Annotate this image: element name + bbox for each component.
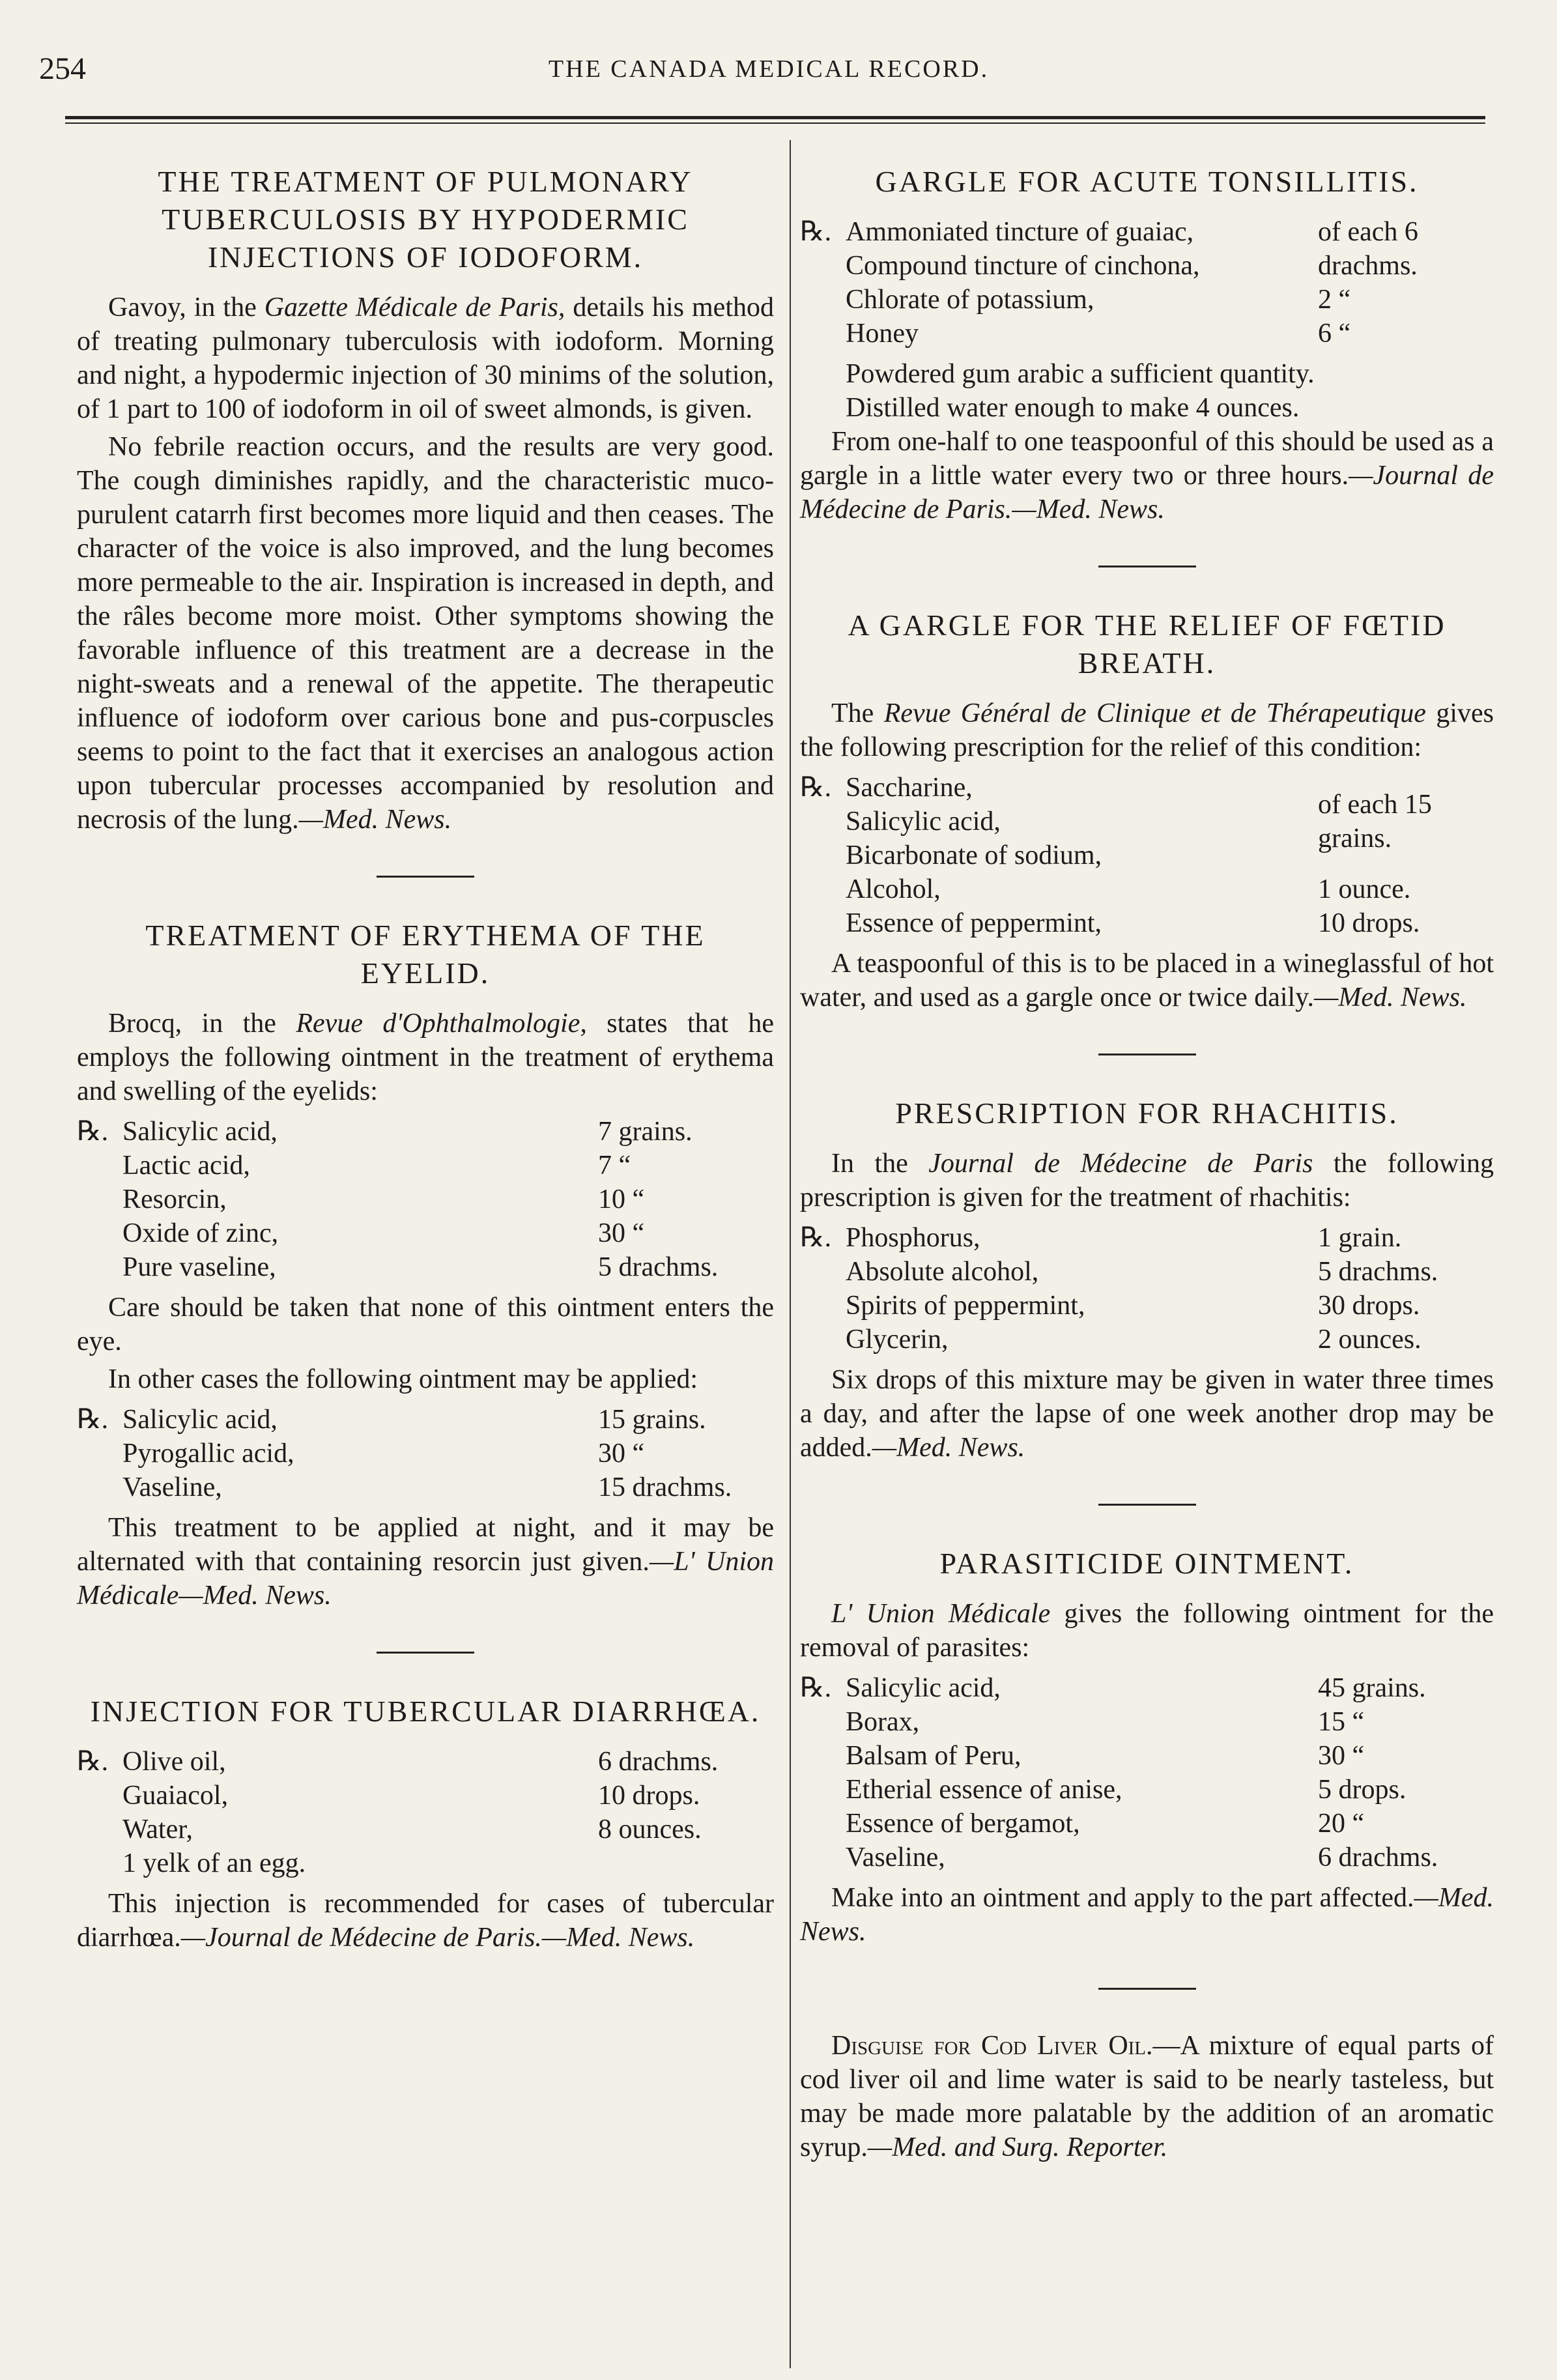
article-title: PARASITICIDE OINTMENT. — [939, 1547, 1354, 1580]
paragraph — [77, 1007, 774, 1108]
amount: 8 ounces. — [598, 1814, 702, 1844]
prescription — [77, 1115, 774, 1284]
ingredient: Salicylic acid, — [846, 1673, 1001, 1703]
text: Gavoy, in the — [108, 293, 264, 323]
rx-symbol — [77, 1813, 122, 1846]
ingredient: Honey — [846, 319, 919, 349]
paragraph — [800, 696, 1494, 764]
prescription — [800, 283, 1494, 351]
section-separator — [377, 1652, 474, 1654]
rx-symbol — [77, 1779, 122, 1813]
amount: of each 15 grains. — [1318, 790, 1432, 853]
amount: 30 drops. — [1318, 1291, 1420, 1321]
source-citation: —Journal de Médecine de Paris.—Med. News. — [800, 461, 1494, 524]
ingredient: Salicylic acid, — [122, 1405, 278, 1435]
ingredient: Balsam of Peru, — [846, 1741, 1021, 1771]
amount: 5 drachms. — [1318, 1257, 1438, 1287]
rx-symbol — [77, 1250, 122, 1284]
ingredient: Resorcin, — [122, 1184, 227, 1214]
rx-symbol — [800, 1773, 846, 1807]
journal-name: Revue d'Ophthalmologie, — [296, 1009, 587, 1039]
amount: 15 “ — [1318, 1707, 1365, 1737]
amount: 10 “ — [598, 1184, 645, 1214]
rx-symbol — [800, 1841, 846, 1874]
text: the following prescription is given for the treatment of rhachitis: — [800, 1149, 1494, 1212]
paragraph — [800, 947, 1494, 1014]
amount: 7 “ — [598, 1151, 631, 1181]
rx-symbol — [800, 1323, 846, 1356]
header-rule-thin — [65, 122, 1485, 124]
rx-symbol — [800, 1739, 846, 1773]
braced-ingredients — [846, 215, 1318, 283]
source-citation: —Med. and Surg. Reporter. — [867, 2132, 1168, 2162]
ingredient: Compound tincture of cinchona, — [846, 251, 1200, 281]
source-citation: —Journal de Médecine de Paris.—Med. News. — [180, 1923, 695, 1953]
prescription — [800, 1221, 1494, 1356]
paragraph — [800, 425, 1494, 526]
ingredient: Chlorate of potassium, — [846, 285, 1094, 315]
ingredient: Oxide of zinc, — [122, 1218, 279, 1248]
header-rule — [65, 116, 1485, 119]
ingredient: Lactic acid, — [122, 1151, 250, 1181]
amount: 10 drops. — [598, 1781, 700, 1811]
section-separator — [1098, 1054, 1196, 1055]
amount: 30 “ — [598, 1439, 645, 1469]
ingredient: Essence of peppermint, — [846, 908, 1102, 938]
section-separator — [1098, 1988, 1196, 1990]
prescription — [800, 1671, 1494, 1874]
run-in-heading: Disguise for Cod Liver Oil. — [831, 2031, 1153, 2061]
amount: of each 6 drachms. — [1318, 217, 1418, 281]
paragraph — [800, 1147, 1494, 1214]
rx-symbol — [800, 317, 846, 351]
amount: 6 “ — [1318, 319, 1351, 349]
text: No febrile reaction occurs, and the results are very good. The cough diminishes rapidly, and the characteristic muco-purulent catarrh first becomes more liquid and then ceases. The character of the voice is also improved, and the lung becomes more permeable to the air. Inspiration is increased in depth, and the râles become more moist. Other symptoms showing the favorable influence of this treatment are a decrease in the night-sweats and a renewal of the appetite. The therapeutic influence of iodoform over carious bone and pus-corpuscles seems to point to the fact that it exercises an analogous action upon tubercular processes accompanied by resolution and necrosis of the lung. — [77, 432, 774, 835]
ingredient: Salicylic acid, — [846, 807, 1001, 837]
text: gives the following ointment for the removal of parasites: — [800, 1599, 1494, 1663]
article-title: INJECTION FOR TUBERCULAR DIARRHŒA. — [90, 1695, 761, 1728]
amount: 30 “ — [598, 1218, 645, 1248]
left-column — [77, 163, 774, 1955]
amount: 7 grains. — [598, 1117, 693, 1147]
rx-symbol: ℞. — [800, 773, 832, 803]
amount: 5 drachms. — [598, 1252, 719, 1282]
ingredient: 1 yelk of an egg. — [122, 1848, 306, 1878]
rx-symbol: ℞. — [77, 1747, 109, 1777]
source-citation: —Med. News. — [800, 1883, 1494, 1947]
text: From one-half to one teaspoonful of this should be used as a gargle in a little water every two or three hours. — [800, 427, 1494, 491]
text: This treatment to be applied at night, and it may be alternated with that containing resorcin just given. — [77, 1513, 774, 1577]
text: A teaspoonful of this is to be placed in a wineglassful of hot water, and used as a gargle once or twice daily. — [800, 949, 1494, 1012]
text: Brocq, in the — [108, 1009, 296, 1039]
journal-name: Gazette Médicale de Paris, — [264, 293, 565, 323]
rx-symbol — [800, 872, 846, 906]
paragraph: In other cases the following ointment may be applied: — [108, 1364, 698, 1394]
rx-symbol: ℞. — [800, 1673, 832, 1703]
ingredient: Absolute alcohol, — [846, 1257, 1039, 1287]
amount: 20 “ — [1318, 1809, 1365, 1839]
text: Make into an ointment and apply to the part affected. — [831, 1883, 1414, 1913]
amount: 5 drops. — [1318, 1775, 1407, 1805]
amount: 15 drachms. — [598, 1472, 732, 1502]
journal-name: L' Union Médicale — [831, 1599, 1051, 1629]
article-title: GARGLE FOR ACUTE TONSILLITIS. — [875, 165, 1419, 198]
page-header — [39, 51, 1498, 96]
article-cod-liver-oil — [800, 2029, 1494, 2164]
journal-name: Revue Général de Clinique et de Thérapeutique — [883, 698, 1426, 728]
rx-symbol — [77, 1149, 122, 1183]
source-citation: —Med. News. — [298, 805, 452, 835]
article-title: PRESCRIPTION FOR RHACHITIS. — [895, 1097, 1399, 1130]
source-citation: —L' Union Médicale—Med. News. — [77, 1547, 774, 1611]
paragraph — [800, 1597, 1494, 1665]
instruction-line: Powdered gum arabic a sufficient quantity. — [846, 359, 1315, 389]
prescription-braced — [800, 771, 1494, 872]
ingredient: Borax, — [846, 1707, 920, 1737]
article-erythema — [77, 917, 774, 1613]
section-separator — [1098, 1504, 1196, 1506]
source-citation: —Med. News. — [1314, 982, 1467, 1012]
ingredient: Vaseline, — [846, 1842, 945, 1872]
amount: 2 “ — [1318, 285, 1351, 315]
text: The — [831, 698, 884, 728]
rx-symbol — [800, 906, 846, 940]
text: states that he employs the following ointment in the treatment of erythema and swelling of the eyelids: — [77, 1009, 775, 1106]
text: gives the following prescription for the relief of this condition: — [800, 698, 1494, 762]
article-iodoform — [77, 163, 774, 837]
running-title: THE CANADA MEDICAL RECORD. — [548, 55, 990, 83]
paragraph — [77, 1887, 774, 1955]
amount: 10 drops. — [1318, 908, 1420, 938]
rx-symbol — [77, 1846, 122, 1880]
rx-symbol — [77, 1183, 122, 1216]
paragraph — [77, 291, 774, 426]
ingredient: Etherial essence of anise, — [846, 1775, 1122, 1805]
rx-symbol: ℞. — [800, 217, 832, 247]
amount: 45 grains. — [1318, 1673, 1426, 1703]
instruction-line: Distilled water enough to make 4 ounces. — [846, 393, 1300, 423]
amount: 2 ounces. — [1318, 1325, 1421, 1355]
ingredient: Saccharine, — [846, 773, 973, 803]
article-parasiticide — [800, 1545, 1494, 1949]
prescription — [77, 1745, 774, 1880]
ingredient: Pure vaseline, — [122, 1252, 276, 1282]
ingredient: Vaseline, — [122, 1472, 222, 1502]
amount: 6 drachms. — [1318, 1842, 1438, 1872]
right-column — [800, 163, 1494, 2164]
rx-symbol: ℞. — [800, 1223, 832, 1253]
amount — [598, 1846, 774, 1880]
rx-symbol: ℞. — [77, 1117, 109, 1147]
section-separator — [1098, 566, 1196, 567]
ingredient: Glycerin, — [846, 1325, 949, 1355]
amount: 6 drachms. — [598, 1747, 719, 1777]
paragraph — [77, 1511, 774, 1613]
amount: 30 “ — [1318, 1741, 1365, 1771]
page-number: 254 — [39, 51, 86, 86]
ingredient: Olive oil, — [122, 1747, 226, 1777]
rx-symbol — [800, 1289, 846, 1323]
ingredient: Salicylic acid, — [122, 1117, 278, 1147]
rx-symbol — [800, 1705, 846, 1739]
ingredient: Spirits of peppermint, — [846, 1291, 1085, 1321]
rx-symbol — [77, 1216, 122, 1250]
article-foetid-breath — [800, 607, 1494, 1014]
text: Six drops of this mixture may be given in water three times a day, and after the lapse of one week another drop may be added. — [800, 1365, 1494, 1463]
ingredient: Alcohol, — [846, 874, 941, 904]
column-divider — [790, 140, 791, 2368]
article-title: A GARGLE FOR THE RELIEF OF FŒTID BREATH. — [848, 609, 1446, 680]
braced-ingredients — [846, 771, 1318, 872]
rx-symbol — [77, 1437, 122, 1470]
text: This injection is recommended for cases of tubercular diarrhœa. — [77, 1889, 774, 1953]
text: —A mixture of equal parts of cod liver oil and lime water is said to be nearly tasteless, but may be made more palatable by the addition of an aromatic syrup. — [800, 2031, 1494, 2162]
section-separator — [377, 876, 474, 878]
ingredient: Phosphorus, — [846, 1223, 980, 1253]
journal-name: Journal de Médecine de Paris — [928, 1149, 1313, 1179]
paragraph: Care should be taken that none of this ointment enters the eye. — [77, 1293, 774, 1356]
rx-symbol: ℞. — [77, 1405, 109, 1435]
ingredient: Pyrogallic acid, — [122, 1439, 294, 1469]
text: In the — [831, 1149, 929, 1179]
amount: 1 grain. — [1318, 1223, 1402, 1253]
article-diarrhoea — [77, 1693, 774, 1955]
ingredient: Water, — [122, 1814, 193, 1844]
article-title: TREATMENT OF ERYTHEMA OF THE EYELID. — [145, 919, 706, 990]
paragraph — [800, 1881, 1494, 1949]
article-tonsillitis — [800, 163, 1494, 526]
rx-symbol — [800, 1255, 846, 1289]
article-rhachitis — [800, 1095, 1494, 1465]
rx-symbol — [800, 283, 846, 317]
ingredient: Essence of bergamot, — [846, 1809, 1080, 1839]
rx-symbol — [77, 1470, 122, 1504]
prescription — [77, 1403, 774, 1504]
paragraph — [77, 430, 774, 837]
rx-symbol — [800, 1807, 846, 1841]
amount: 15 grains. — [598, 1405, 706, 1435]
ingredient: Ammoniated tincture of guaiac, — [846, 217, 1194, 247]
text: details his method of treating pulmonary tuberculosis with iodoform. Morning and night, a hypodermic injection of 30 minims of the solution, of 1 part to 100 of iodoform in oil of sweet almonds, is given. — [77, 293, 774, 424]
source-citation: —Med. News. — [872, 1433, 1025, 1463]
prescription-braced — [800, 215, 1494, 283]
paragraph — [800, 2029, 1494, 2164]
paragraph — [800, 1363, 1494, 1465]
ingredient: Guaiacol, — [122, 1781, 229, 1811]
amount: 1 ounce. — [1318, 874, 1411, 904]
prescription — [800, 872, 1494, 940]
article-title: THE TREATMENT OF PULMONARY TUBERCULOSIS BY HYPODERMIC INJECTIONS OF IODOFORM. — [158, 165, 693, 274]
ingredient: Bicarbonate of sodium, — [846, 840, 1102, 870]
